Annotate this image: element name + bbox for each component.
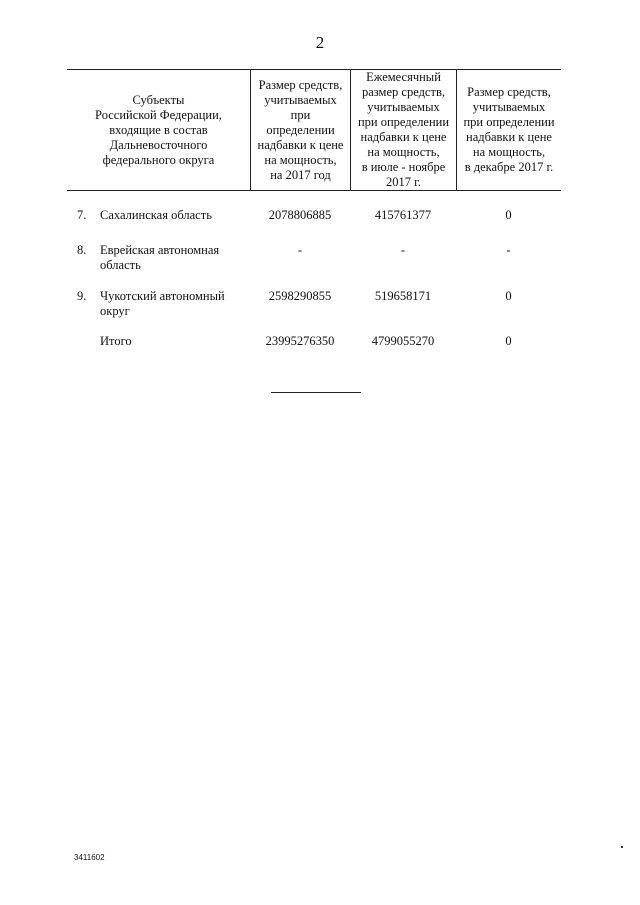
header-subjects: Субъекты Российской Федерации, входящие в состав Дальневосточного федерального округа	[95, 92, 222, 167]
row-subject-name: Сахалинская область	[100, 208, 212, 222]
total-annual-value: 23995276350	[265, 334, 335, 348]
row-number: 9.	[77, 289, 87, 303]
table-header	[67, 69, 561, 191]
end-divider	[271, 392, 361, 393]
data-table	[67, 69, 561, 364]
table-row	[67, 243, 561, 289]
scan-dot	[621, 846, 623, 848]
table-row	[67, 289, 561, 334]
total-december-value: 0	[505, 334, 512, 348]
row-monthly-value: 415761377	[374, 208, 432, 222]
document-code: 3411602	[74, 853, 105, 862]
row-monthly-value: 519658171	[374, 289, 432, 303]
row-annual-value: 2078806885	[268, 208, 332, 222]
row-subject-name: Чукотский автономный округ	[100, 289, 225, 318]
page-number: 2	[315, 33, 325, 52]
header-december-amount: Размер средств, учитываемых при определении надбавки к цене на мощность, в декабре 2017 г.	[456, 70, 561, 190]
total-monthly-value: 4799055270	[371, 334, 435, 348]
row-december-value: 0	[505, 289, 512, 303]
header-monthly-amount: Ежемесячный размер средств, учитываемых при определении надбавки к цене на мощность, в июле - ноябре 2017 г.	[350, 70, 456, 190]
row-number: 8.	[77, 243, 87, 257]
row-december-value: -	[506, 243, 511, 257]
row-annual-value: 2598290855	[268, 289, 332, 303]
row-number-empty	[67, 334, 94, 364]
table-body	[67, 208, 561, 364]
row-annual-value: -	[297, 243, 303, 257]
row-monthly-value: -	[400, 243, 406, 257]
header-annual-amount: Размер средств, учитываемых при определении надбавки к цене на мощность, на 2017 год	[250, 70, 350, 190]
row-subject-name: Еврейская автономная область	[100, 243, 220, 272]
row-december-value: 0	[505, 208, 512, 222]
row-number: 7.	[77, 208, 87, 222]
total-label: Итого	[100, 334, 132, 348]
table-total-row	[67, 334, 561, 364]
table-row	[67, 208, 561, 243]
